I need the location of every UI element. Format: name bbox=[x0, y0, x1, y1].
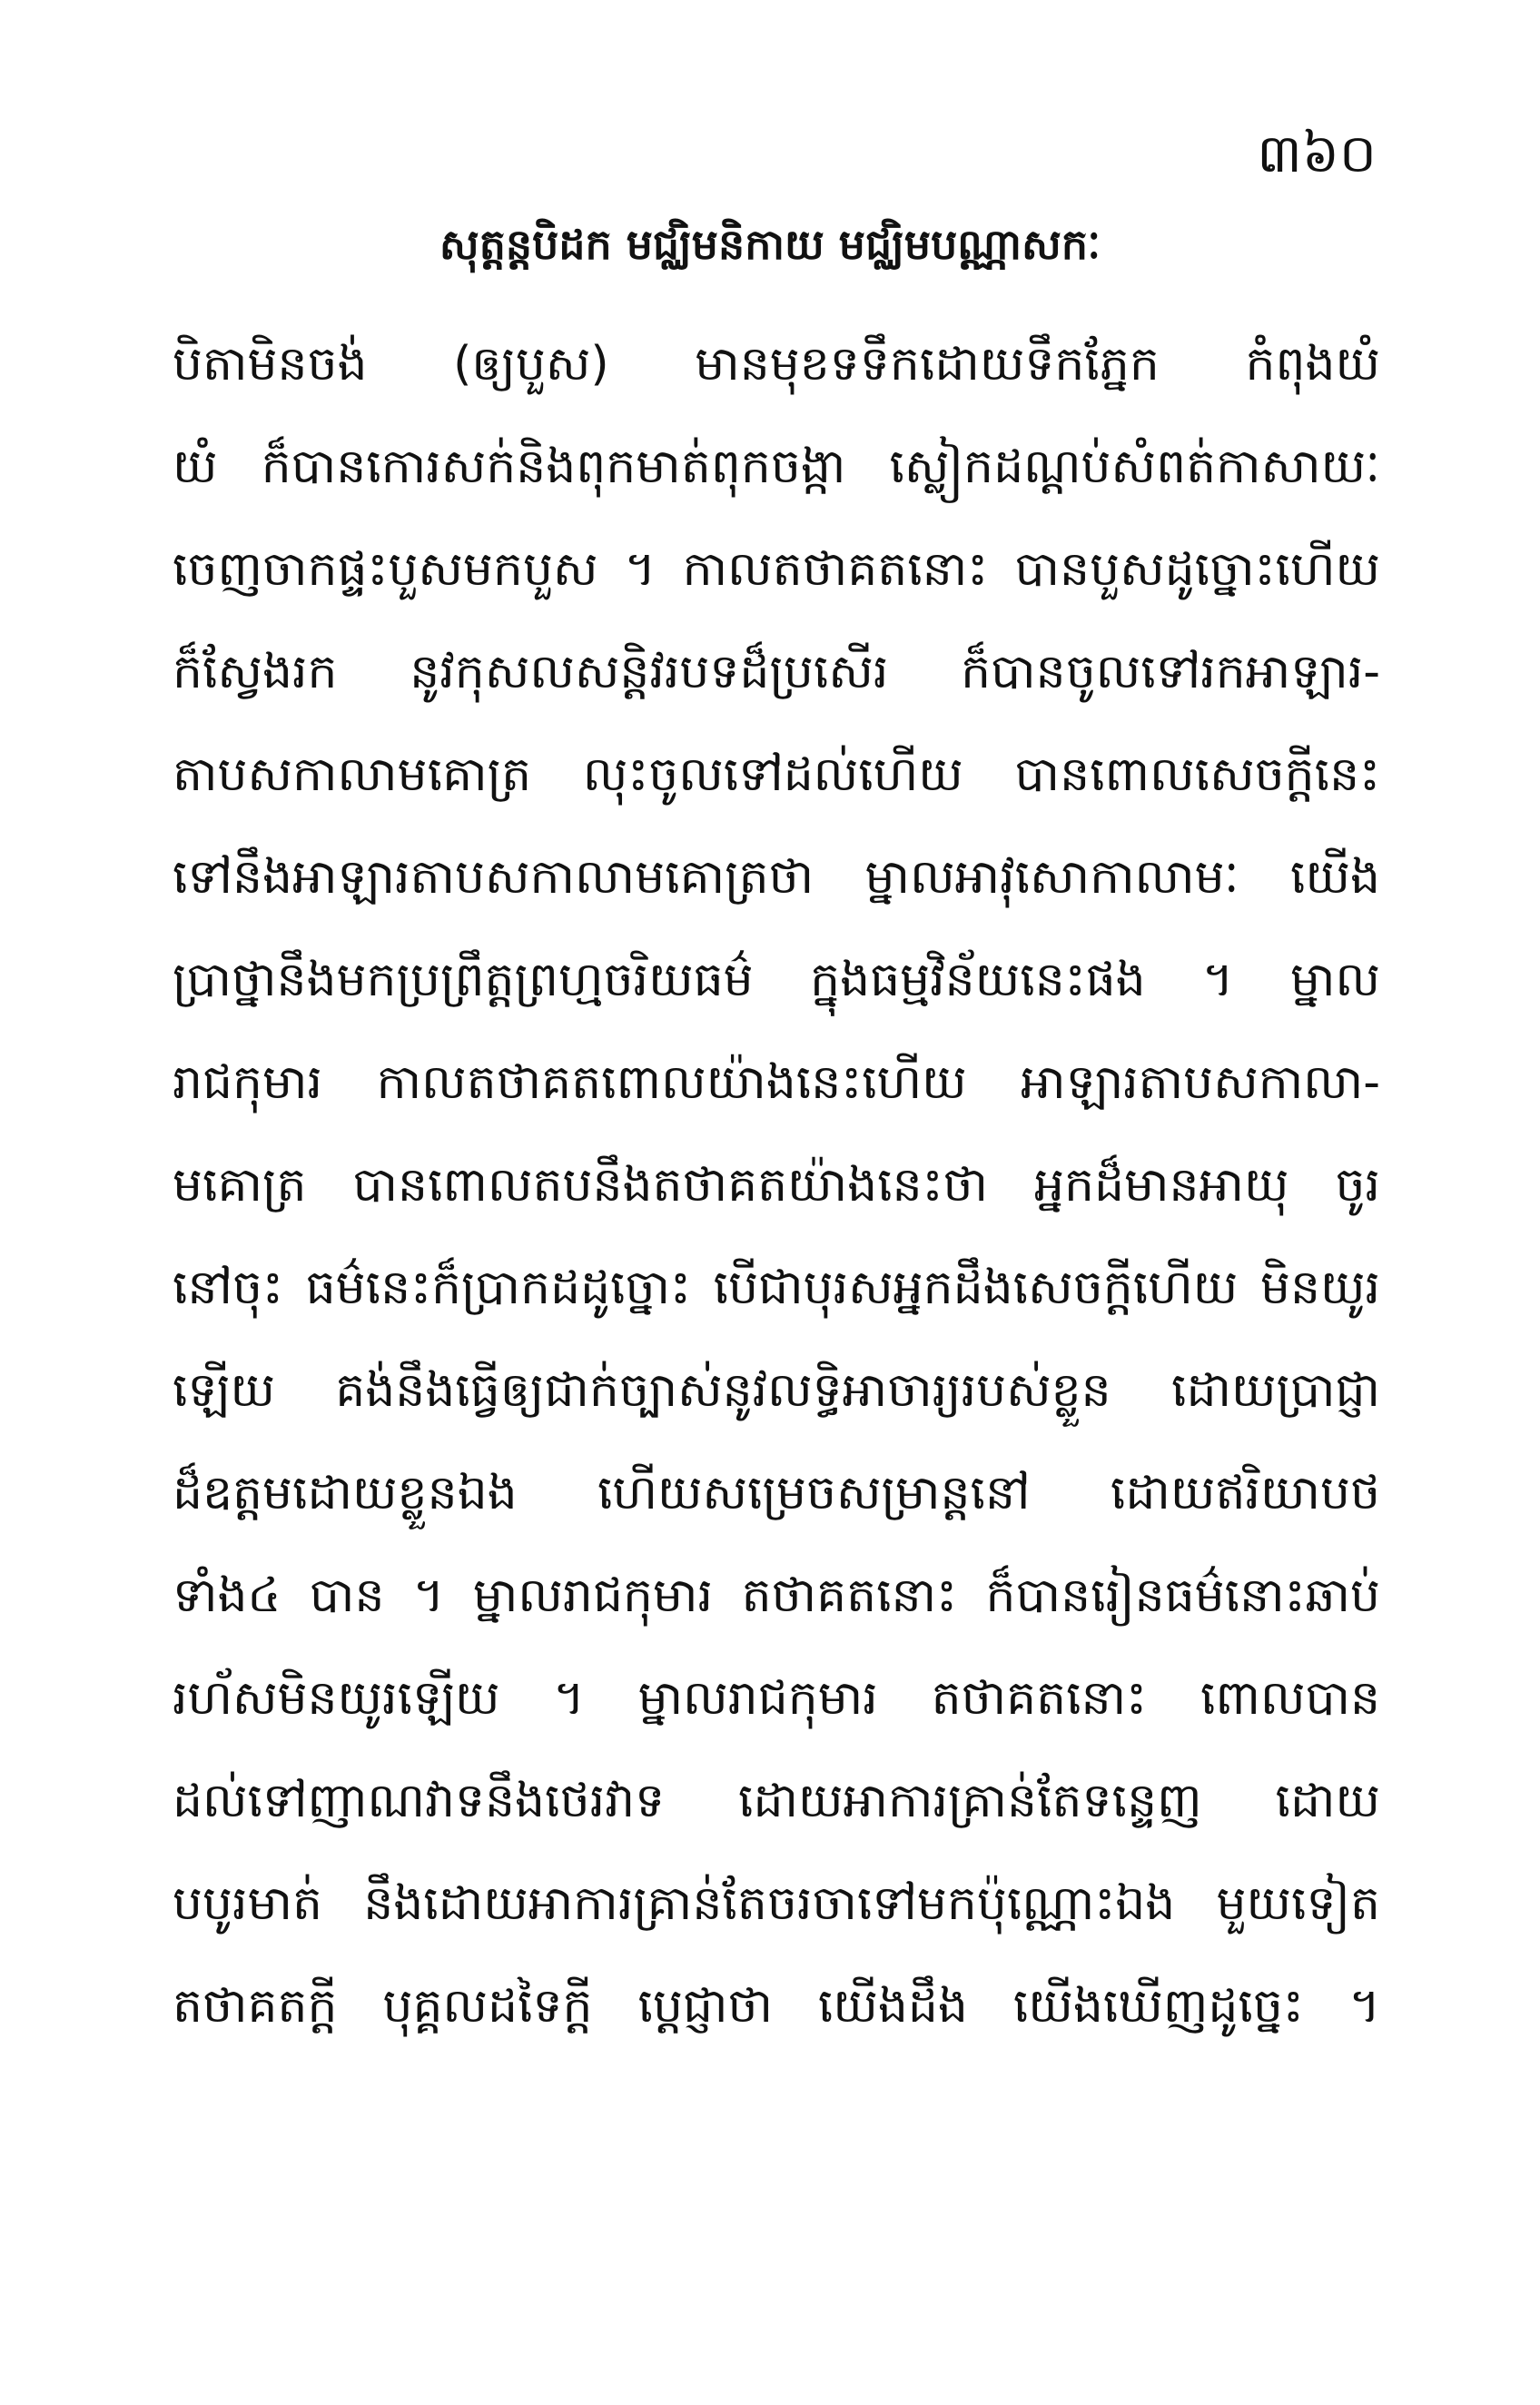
text-line: ដ៏ឧត្តមដោយខ្លួនឯង ហើយសម្រេចសម្រាន្តនៅ ដោយឥរិយាបថ bbox=[173, 1466, 1380, 1520]
text-line: មគោត្រ បានពោលតបនឹងតថាគតយ៉ាងនេះថា អ្នកដ៏មានអាយុ ចូរ bbox=[173, 1158, 1380, 1212]
text-line: យំ ក៏បានកោរសក់និងពុកមាត់ពុកចង្កា ស្លៀកដណ្តប់សំពត់កាសាយៈ bbox=[173, 440, 1380, 494]
text-line: បិតាមិនចង់ (ឲ្យបួស) មានមុខទទឹកដោយទឹកភ្នែក កំពុងយំ bbox=[173, 337, 1380, 391]
running-header: សុត្តន្តបិដក មជ្ឈិមនិកាយ មជ្ឈិមបណ្ណាសកៈ bbox=[439, 220, 1101, 269]
text-line: ប្រាថ្នានឹងមកប្រព្រឹត្តព្រហ្មចរិយធម៌ ក្នុងធម្មវិន័យនេះផង ។ ម្នាល bbox=[173, 953, 1380, 1007]
text-line: រហ័សមិនយូរឡើយ ។ ម្នាលរាជកុមារ តថាគតនោះ ពោលបាន bbox=[173, 1671, 1380, 1726]
text-line: នៅចុះ ធម៌នេះក៏ប្រាកដដូច្នោះ បើជាបុរសអ្នកដឹងសេចក្តីហើយ មិនយូរ bbox=[173, 1261, 1380, 1315]
text-line: ដល់ទៅញាណវាទនឹងថេរវាទ ដោយអាការគ្រាន់តែទន្ទេញ ដោយ bbox=[173, 1774, 1380, 1828]
text-line: ទាំង៤ បាន ។ ម្នាលរាជកុមារ តថាគតនោះ ក៏បានរៀនធម៌នោះឆាប់ bbox=[173, 1569, 1380, 1623]
text-line: តាបសកាលាមគោត្រ លុះចូលទៅដល់ហើយ បានពោលសេចក្តីនេះ bbox=[173, 747, 1380, 802]
text-line: រាជកុមារ កាលតថាគតពោលយ៉ាងនេះហើយ អាឡារតាបសកាលា- bbox=[173, 1055, 1380, 1110]
text-line: បបូរមាត់ នឹងដោយអាការគ្រាន់តែចរចាទៅមកប៉ុណ្ណោះឯង មួយទៀត bbox=[173, 1876, 1380, 1931]
text-line: ចេញចាកផ្ទះបួសមកបួស ។ កាលតថាគតនោះ បានបួសដូច្នោះហើយ bbox=[173, 542, 1380, 597]
text-line: តថាគតក្តី បុគ្គលដទៃក្តី ប្តេជ្ញាថា យើងដឹង យើងឃើញដូច្នេះ ។ bbox=[173, 1979, 1380, 2034]
text-line: ទៅនឹងអាឡារតាបសកាលាមគោត្រថា ម្នាលអាវុសោកាលាមៈ យើង bbox=[173, 850, 1380, 905]
page-number: ៣៦០ bbox=[1257, 123, 1377, 184]
body-text bbox=[173, 313, 1380, 2058]
text-line: ក៏ស្វែងរក នូវកុសលសន្តិវរបទដ៏ប្រសើរ ក៏បានចូលទៅរកអាឡារ- bbox=[173, 645, 1380, 699]
text-line: ឡើយ គង់នឹងធ្វើឲ្យជាក់ច្បាស់នូវលទ្ធិអាចារ្យរបស់ខ្លួន ដោយប្រាជ្ញា bbox=[173, 1363, 1380, 1418]
